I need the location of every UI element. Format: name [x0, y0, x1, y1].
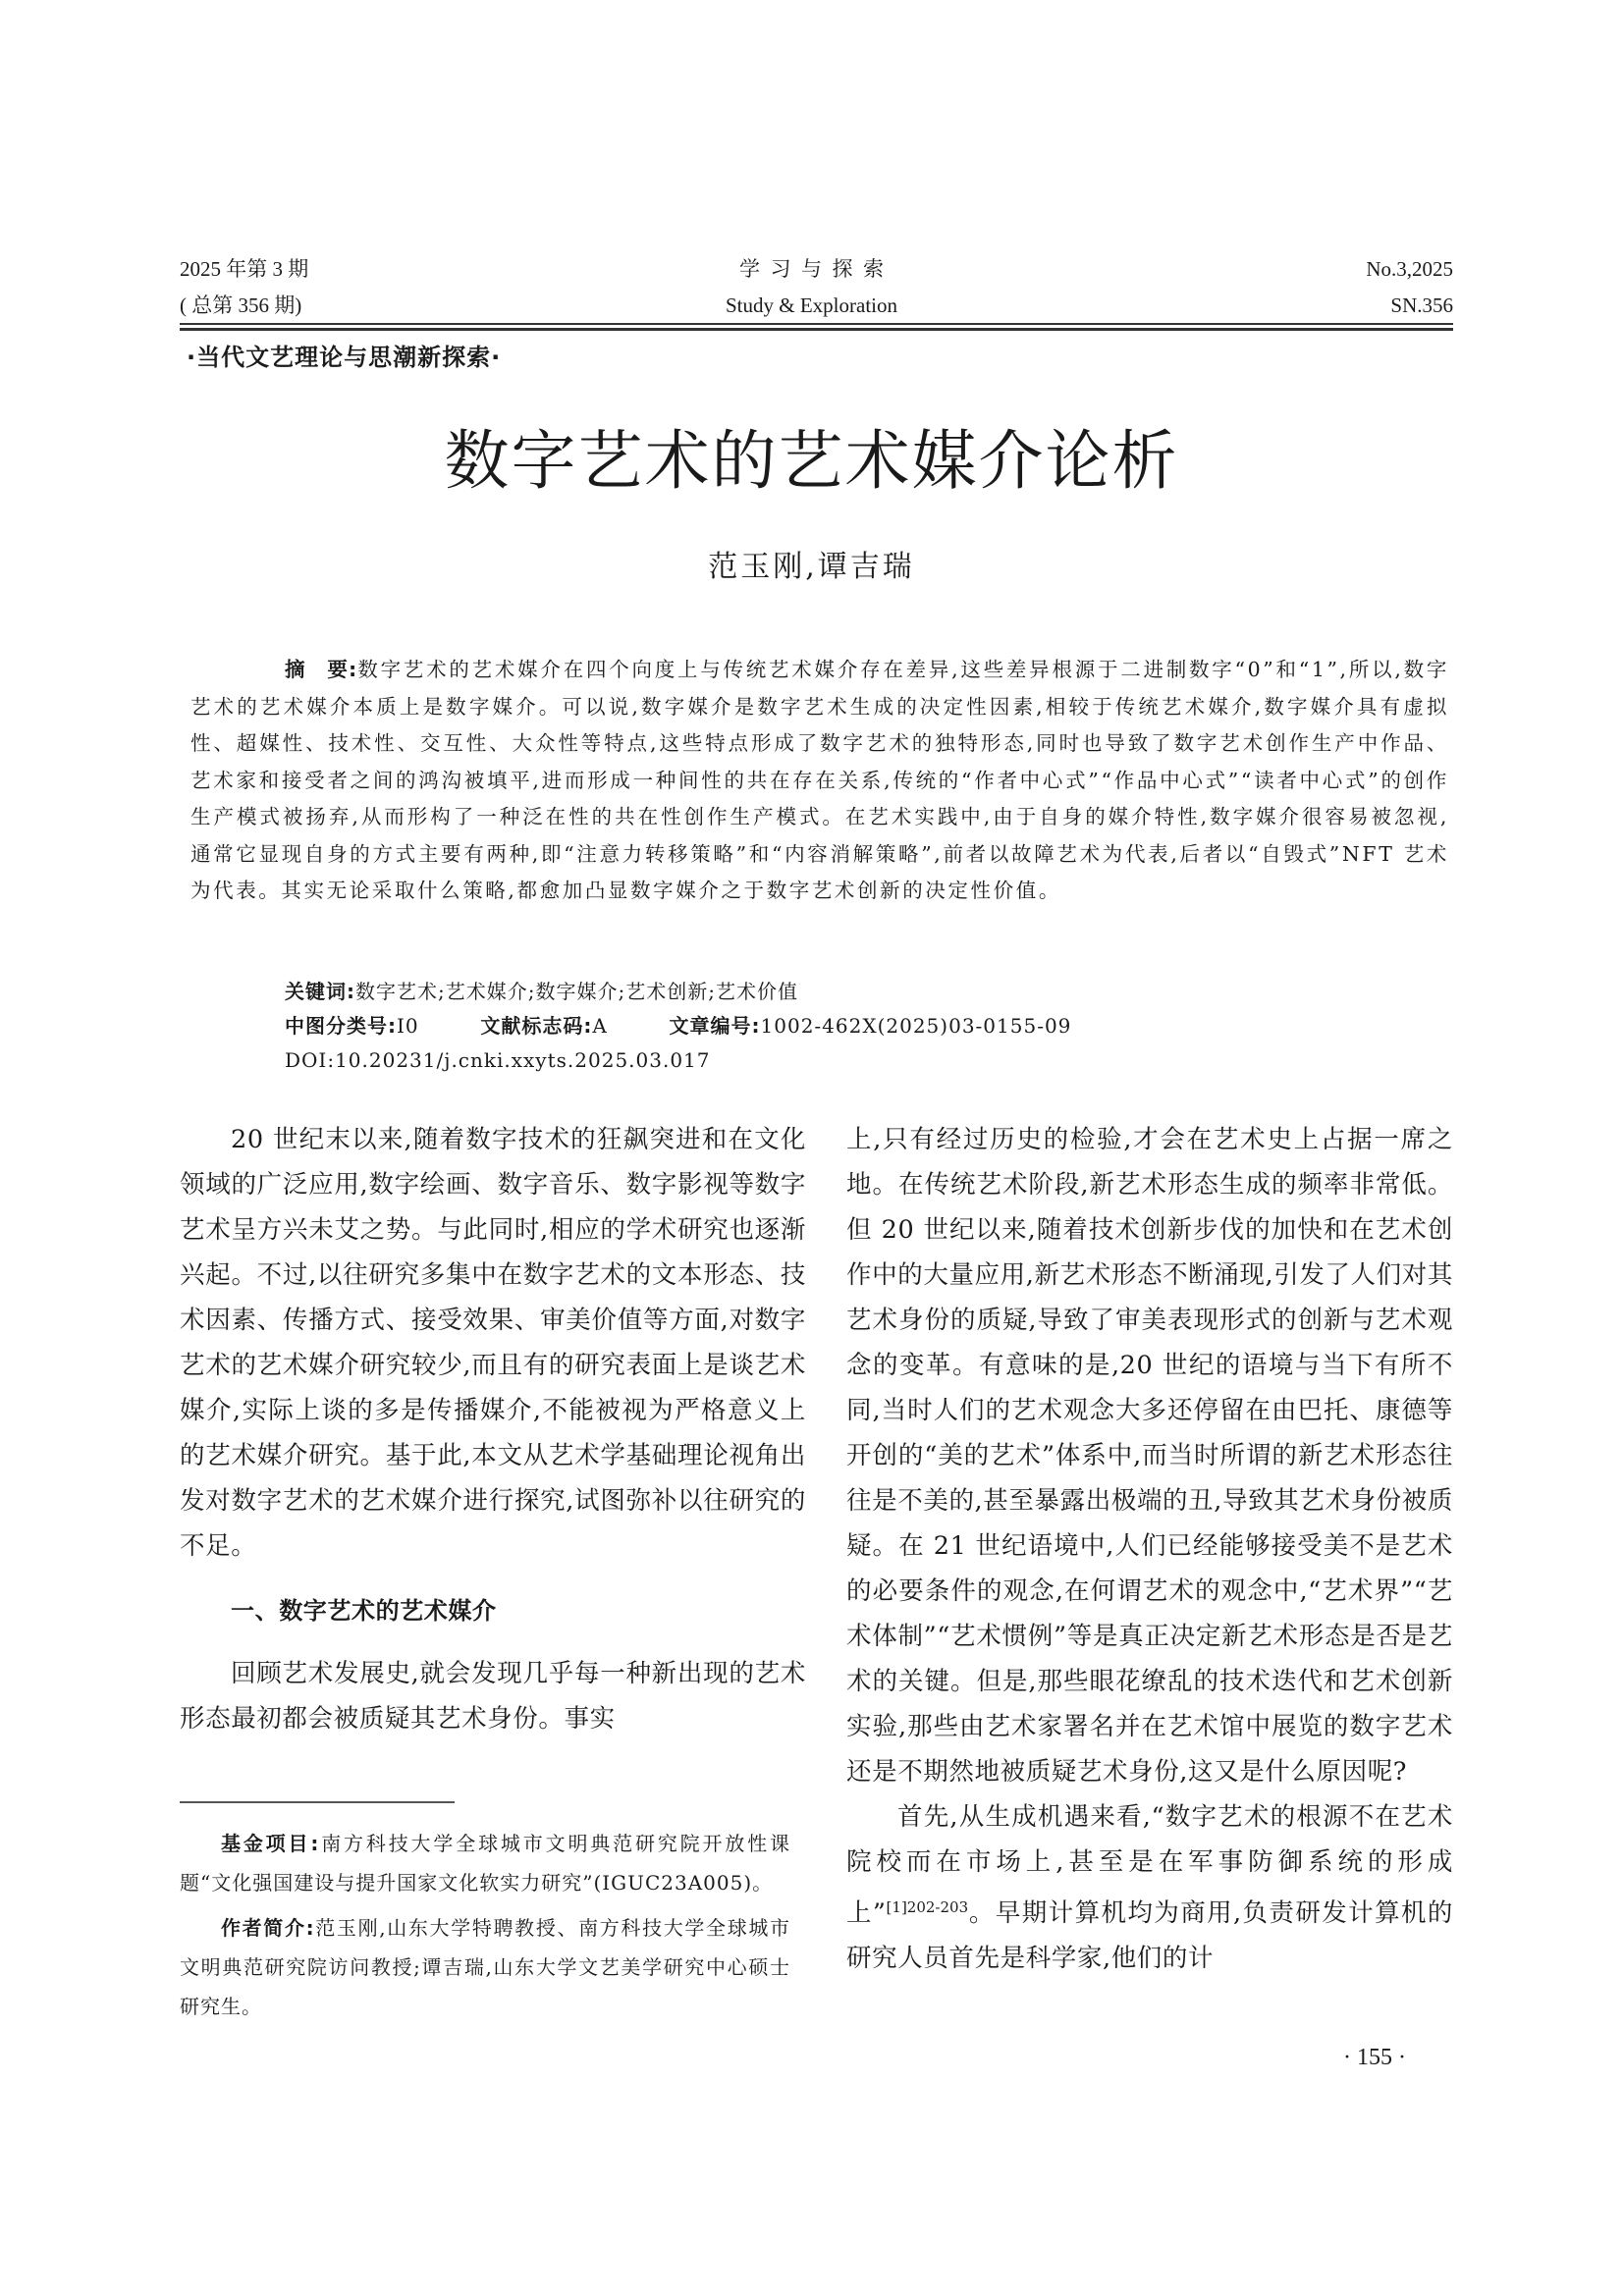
- header-rule-thin: [180, 323, 1453, 325]
- journal-title-en: Study & Exploration: [726, 294, 897, 317]
- author-note: [180, 1908, 790, 2026]
- paragraph: [846, 1794, 1453, 1981]
- paragraph: 上,只有经过历史的检验,才会在艺术史上占据一席之地。在传统艺术阶段,新艺术形态生成的频率非常低。但 20 世纪以来,随着技术创新步伐的加快和在艺术创作中的大量应用,新艺术形态不断涌现,引发了人们对其艺术身份的质疑,导致了审美表现形式的创新与艺术观念的变革。有意味的是,20 世纪的语境与当下有所不同,当时人们的艺术观念大多还停留在由巴托、康德等开创的“美的艺术”体系中,而当时所谓的新艺术形态往往是不美的,甚至暴露出极端的丑,导致其艺术身份被质疑。在 21 世纪语境中,人们已经能够接受美不是艺术的必要条件的观念,在何谓艺术的观念中,“艺术界”“艺术体制”“艺术惯例”等是真正决定新艺术形态是否是艺术的关键。但是,那些眼花缭乱的技术迭代和艺术创新实验,那些由艺术家署名并在艺术馆中展览的数字艺术还是不期然地被质疑艺术身份,这又是什么原因呢?: [846, 1125, 1453, 1787]
- section-heading: 一、数字艺术的艺术媒介: [231, 1597, 497, 1625]
- article-number-value: 1002-462X(2025)03-0155-09: [760, 1014, 1072, 1038]
- total-issue-label: ( 总第 356 期): [180, 294, 302, 317]
- abstract: [190, 652, 1449, 910]
- fund-label: 基金项目:: [221, 1832, 320, 1855]
- left-column: [180, 1117, 806, 1741]
- keywords-label: 关键词:: [285, 980, 355, 1003]
- issue-label: 2025 年第 3 期: [180, 257, 309, 281]
- author-bio-label: 作者简介:: [221, 1916, 315, 1940]
- abstract-text: 数字艺术的艺术媒介在四个向度上与传统艺术媒介存在差异,这些差异根源于二进制数字“0”和“1”,所以,数字艺术的艺术媒介本质上是数字媒介。可以说,数字媒介是数字艺术生成的决定性因素,相较于传统艺术媒介,数字媒介具有虚拟性、超媒性、技术性、交互性、大众性等特点,这些特点形成了数字艺术的独特形态,同时也导致了数字艺术创作生产中作品、艺术家和接受者之间的鸿沟被填平,进而形成一种间性的共在存在关系,传统的“作者中心式”“作品中心式”“读者中心式”的创作生产模式被扬弃,从而形构了一种泛在性的共在性创作生产模式。在艺术实践中,由于自身的媒介特性,数字媒介很容易被忽视,通常它显现自身的方式主要有两种,即“注意力转移策略”和“内容消解策略”,前者以故障艺术为代表,后者以“自毁式”NFT 艺术为代表。其实无论采取什么策略,都愈加凸显数字媒介之于数字艺术创新的决定性价值。: [190, 658, 1449, 902]
- fund-text: 南方科技大学全球城市文明典范研究院开放性课题“文化强国建设与提升国家文化软实力研究”(IGUC23A005)。: [180, 1832, 790, 1895]
- article-number-label: 文章编号:: [669, 1014, 761, 1038]
- doi: DOI:10.20231/j.cnki.xxyts.2025.03.017: [285, 1048, 711, 1072]
- fund-note: [180, 1824, 790, 1902]
- clc-label: 中图分类号:: [285, 1014, 397, 1038]
- doc-code-label: 文献标志码:: [480, 1014, 593, 1038]
- keywords-text: 数字艺术;艺术媒介;数字媒介;艺术创新;艺术价值: [355, 980, 798, 1003]
- citation-reference[interactable]: [1]202-203: [886, 1898, 969, 1916]
- page-number: · 155 ·: [1343, 2045, 1406, 2070]
- classification-row: [285, 1011, 1071, 1041]
- journal-title-cn: 学 习 与 探 索: [739, 257, 884, 281]
- authors: 范玉刚,谭吉瑞: [708, 550, 915, 584]
- abstract-label: 摘 要:: [285, 658, 358, 681]
- author-bio-text: 范玉刚,山东大学特聘教授、南方科技大学全球城市文明典范研究院访问教授;谭吉瑞,山东大学文艺美学研究中心硕士研究生。: [180, 1916, 791, 2018]
- footnotes: [180, 1824, 790, 2032]
- doc-code-value: A: [592, 1014, 608, 1038]
- keywords: [285, 977, 798, 1006]
- serial-number: SN.356: [1390, 294, 1453, 317]
- footnote-divider: [180, 1801, 455, 1803]
- right-column: [846, 1117, 1453, 1981]
- paragraph-text: 。早期计算机均为商用,负责研发计算机的研究人员首先是科学家,他们的计: [846, 1898, 1453, 1973]
- paragraph-text: 首先,从生成机遇来看,“数字艺术的根源不在艺术院校而在市场上,甚至是在军事防御系统的形成上”: [846, 1802, 1453, 1928]
- article-title: 数字艺术的艺术媒介论析: [444, 423, 1179, 499]
- issue-number-en: No.3,2025: [1366, 257, 1453, 281]
- paragraph: 20 世纪末以来,随着数字技术的狂飙突进和在文化领域的广泛应用,数字绘画、数字音乐、数字影视等数字艺术呈方兴未艾之势。与此同时,相应的学术研究也逐渐兴起。不过,以往研究多集中在数字艺术的文本形态、技术因素、传播方式、接受效果、审美价值等方面,对数字艺术的艺术媒介研究较少,而且有的研究表面上是谈艺术媒介,实际上谈的多是传播媒介,不能被视为严格意义上的艺术媒介研究。基于此,本文从艺术学基础理论视角出发对数字艺术的艺术媒介进行探究,试图弥补以往研究的不足。: [180, 1125, 806, 1561]
- paragraph: 回顾艺术发展史,就会发现几乎每一种新出现的艺术形态最初都会被质疑其艺术身份。事实: [180, 1659, 806, 1734]
- clc-value: I0: [397, 1014, 419, 1038]
- section-tag: ·当代文艺理论与思潮新探索·: [187, 344, 502, 371]
- header-rule-thick: [180, 328, 1453, 331]
